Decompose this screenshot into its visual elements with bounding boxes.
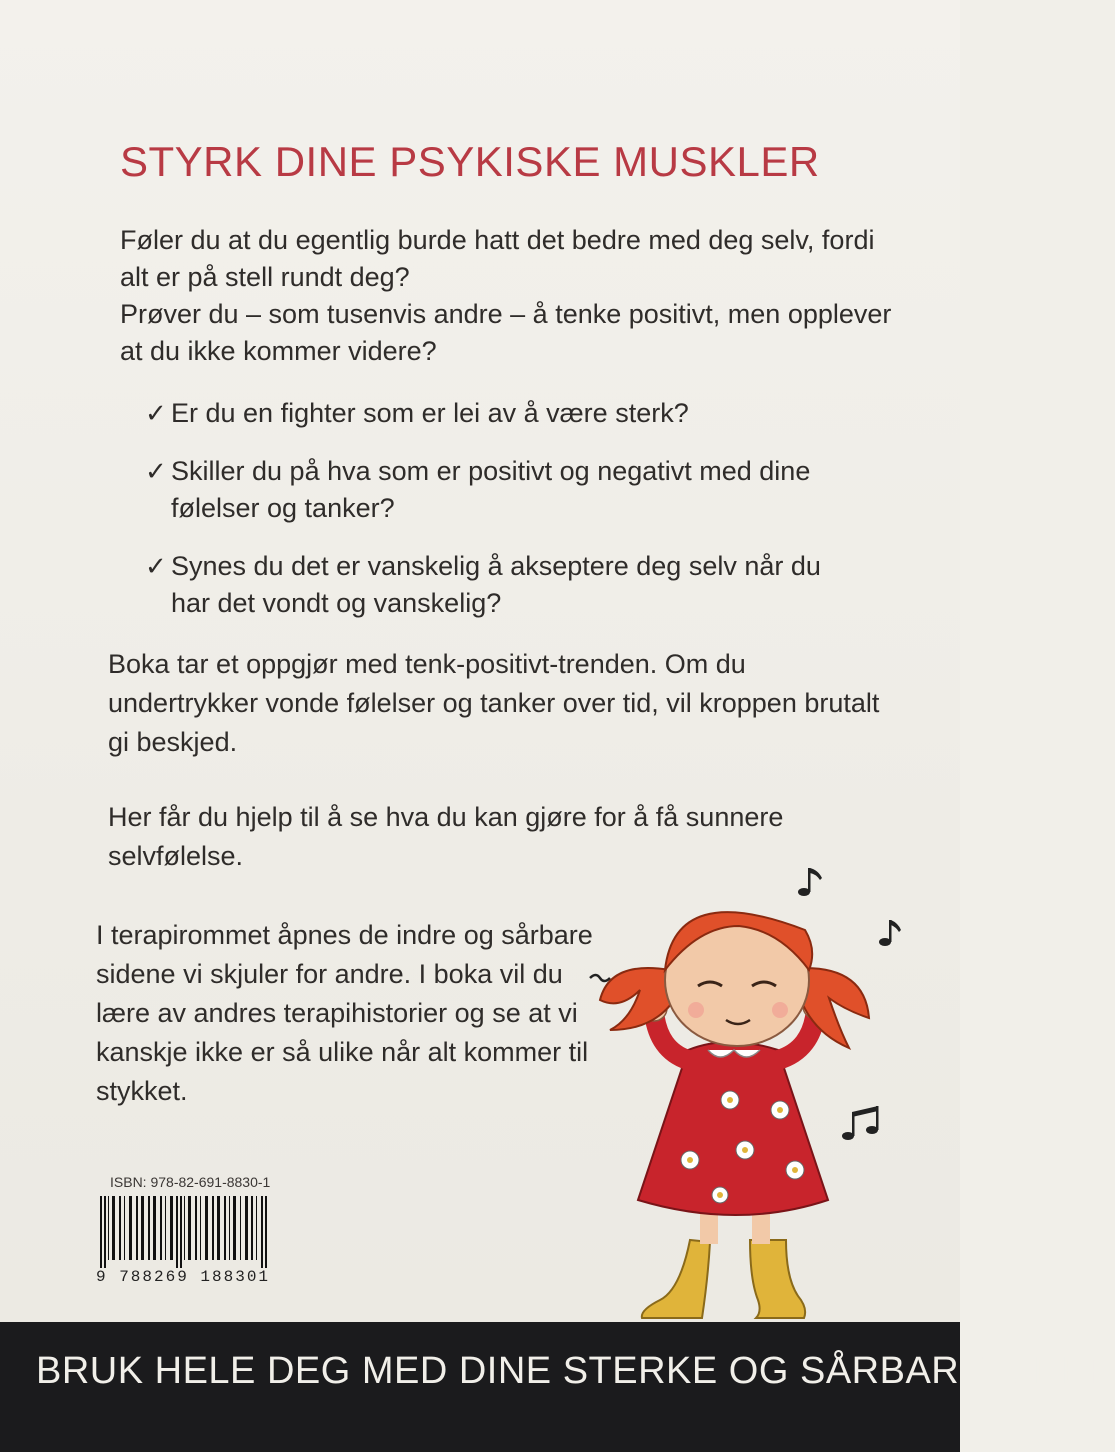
barcode-bar xyxy=(176,1196,178,1268)
isbn-label: ISBN: 978-82-691-8830-1 xyxy=(110,1174,271,1190)
barcode-bar xyxy=(180,1196,182,1268)
music-note-icon xyxy=(798,868,822,896)
barcode-bar xyxy=(148,1196,150,1260)
barcode-bar xyxy=(184,1196,185,1260)
barcode-bar xyxy=(256,1196,257,1260)
barcode-bar xyxy=(129,1196,132,1260)
barcode-bar xyxy=(229,1196,230,1260)
barcode-bar xyxy=(136,1196,138,1260)
check-icon: ✓ xyxy=(145,398,167,428)
intro-text xyxy=(120,222,910,370)
barcode-bar xyxy=(251,1196,253,1260)
girl-illustration xyxy=(580,860,960,1320)
barcode-bar xyxy=(217,1196,220,1260)
barcode-bar xyxy=(212,1196,214,1260)
barcode-bar xyxy=(195,1196,197,1260)
barcode-bar xyxy=(124,1196,125,1260)
barcode-bar xyxy=(100,1196,102,1268)
checklist-item xyxy=(145,453,865,527)
barcode-bar xyxy=(265,1196,267,1268)
barcode-bar xyxy=(119,1196,121,1260)
paragraph-help: Her får du hjelp til å se hva du kan gjøre for å få sunnere selvfølelse. xyxy=(108,802,784,871)
intro-line: Prøver du – som tusenvis andre – å tenke positivt, men opplever at du ikke kommer videre? xyxy=(120,299,892,366)
checklist-item xyxy=(145,395,865,432)
barcode-bar xyxy=(112,1196,115,1260)
barcode-bar xyxy=(104,1196,106,1268)
barcode-bar xyxy=(153,1196,156,1260)
paragraph-therapy: I terapirommet åpnes de indre og sårbare sidene vi skjuler for andre. I boka vil du lære av andres terapihistorier og se at vi kanskje ikke er så ulike når alt kommer til stykket. xyxy=(96,920,593,1106)
barcode-bar xyxy=(165,1196,166,1260)
barcode-bar xyxy=(108,1196,109,1260)
paragraph-trend: Boka tar et oppgjør med tenk-positivt-trenden. Om du undertrykker vonde følelser og tanker over tid, vil kroppen brutalt gi beskjed. xyxy=(108,649,880,757)
checklist-item-text: Er du en fighter som er lei av å være sterk? xyxy=(171,398,689,428)
barcode-bar xyxy=(224,1196,226,1260)
barcode-bar xyxy=(141,1196,144,1260)
barcode-bar xyxy=(160,1196,162,1260)
cover-title: STYRK DINE PSYKISKE MUSKLER xyxy=(120,138,820,185)
music-note-icon xyxy=(842,1106,879,1140)
checklist-item-text: Synes du det er vanskelig å akseptere deg selv når du har det vondt og vanskelig? xyxy=(171,551,821,618)
checklist xyxy=(145,395,865,643)
checklist-item xyxy=(145,548,865,622)
check-icon: ✓ xyxy=(145,551,167,581)
barcode-bar xyxy=(233,1196,236,1260)
barcode-bar xyxy=(261,1196,263,1268)
check-icon: ✓ xyxy=(145,456,167,486)
barcode-bar xyxy=(205,1196,208,1260)
intro-line: Føler du at du egentlig burde hatt det bedre med deg selv, fordi alt er på stell rundt deg? xyxy=(120,225,875,292)
barcode-bar xyxy=(200,1196,201,1260)
barcode-bar xyxy=(188,1196,191,1260)
barcode-bar xyxy=(240,1196,241,1260)
music-note-icon xyxy=(879,920,901,946)
band-text: BRUK HELE DEG MED DINE STERKE OG SÅRBARE SIDER xyxy=(36,1350,1115,1392)
barcode-bar xyxy=(245,1196,248,1260)
barcode-digits: 9 788269 188301 xyxy=(96,1268,271,1286)
barcode-bar xyxy=(170,1196,173,1260)
checklist-item-text: Skiller du på hva som er positivt og negativt med dine følelser og tanker? xyxy=(171,456,811,523)
